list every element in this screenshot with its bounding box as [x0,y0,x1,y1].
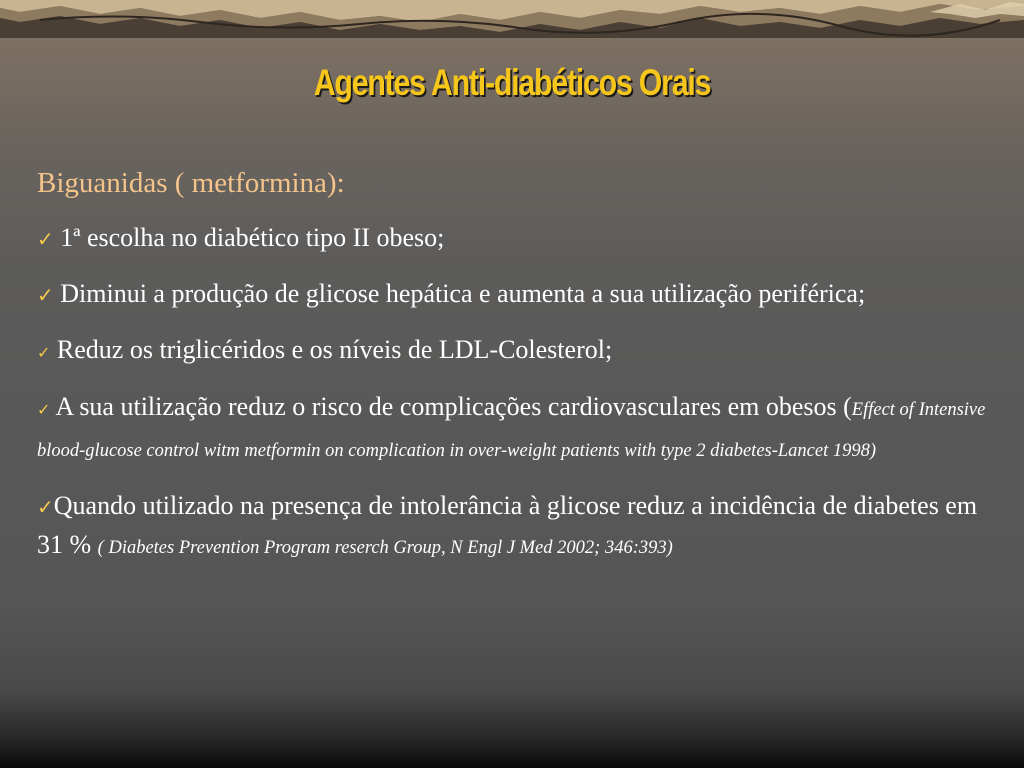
bullet-triglycerides [37,331,992,371]
bullet-cardiovascular [37,388,992,470]
bullet-hepatic-glucose [37,275,992,314]
bullet-diabetes-incidence [37,487,992,567]
checkmark-icon: ✓ [37,343,51,362]
top-landscape-border [0,0,1024,38]
bullet-text: 1ª escolha no diabético tipo II obeso; [53,223,445,252]
section-heading: Biguanidas ( metformina): [37,167,345,199]
checkmark-icon: ✓ [37,400,51,419]
bullet-text: Diminui a produção de glicose hepática e aumenta a sua utilização periférica; [53,279,866,308]
checkmark-icon: ✓ [37,227,54,251]
bullet-text: A sua utilização reduz o risco de complicações cardiovasculares em obesos ( [50,392,852,421]
bullet-first-choice [37,219,992,258]
checkmark-icon: ✓ [37,283,54,307]
bullet-text: Quando utilizado na presença de intolerância à glicose reduz a incidência de diabetes em 31 % [37,491,978,559]
bullet-citation: ( Diabetes Prevention Program reserch Group, N Engl J Med 2002; 346:393) [97,538,673,558]
bullet-citation: Effect of Intensive blood-glucose control witm metformin on complication in over-weight patients with type 2 diabetes-Lancet 1998) [37,400,986,461]
slide-content [37,165,992,584]
slide-title: Agentes Anti-diabéticos Orais [313,62,711,103]
bullet-text: Reduz os triglicéridos e os níveis de LDL-Colesterol; [50,335,613,364]
checkmark-icon: ✓ [37,495,54,519]
